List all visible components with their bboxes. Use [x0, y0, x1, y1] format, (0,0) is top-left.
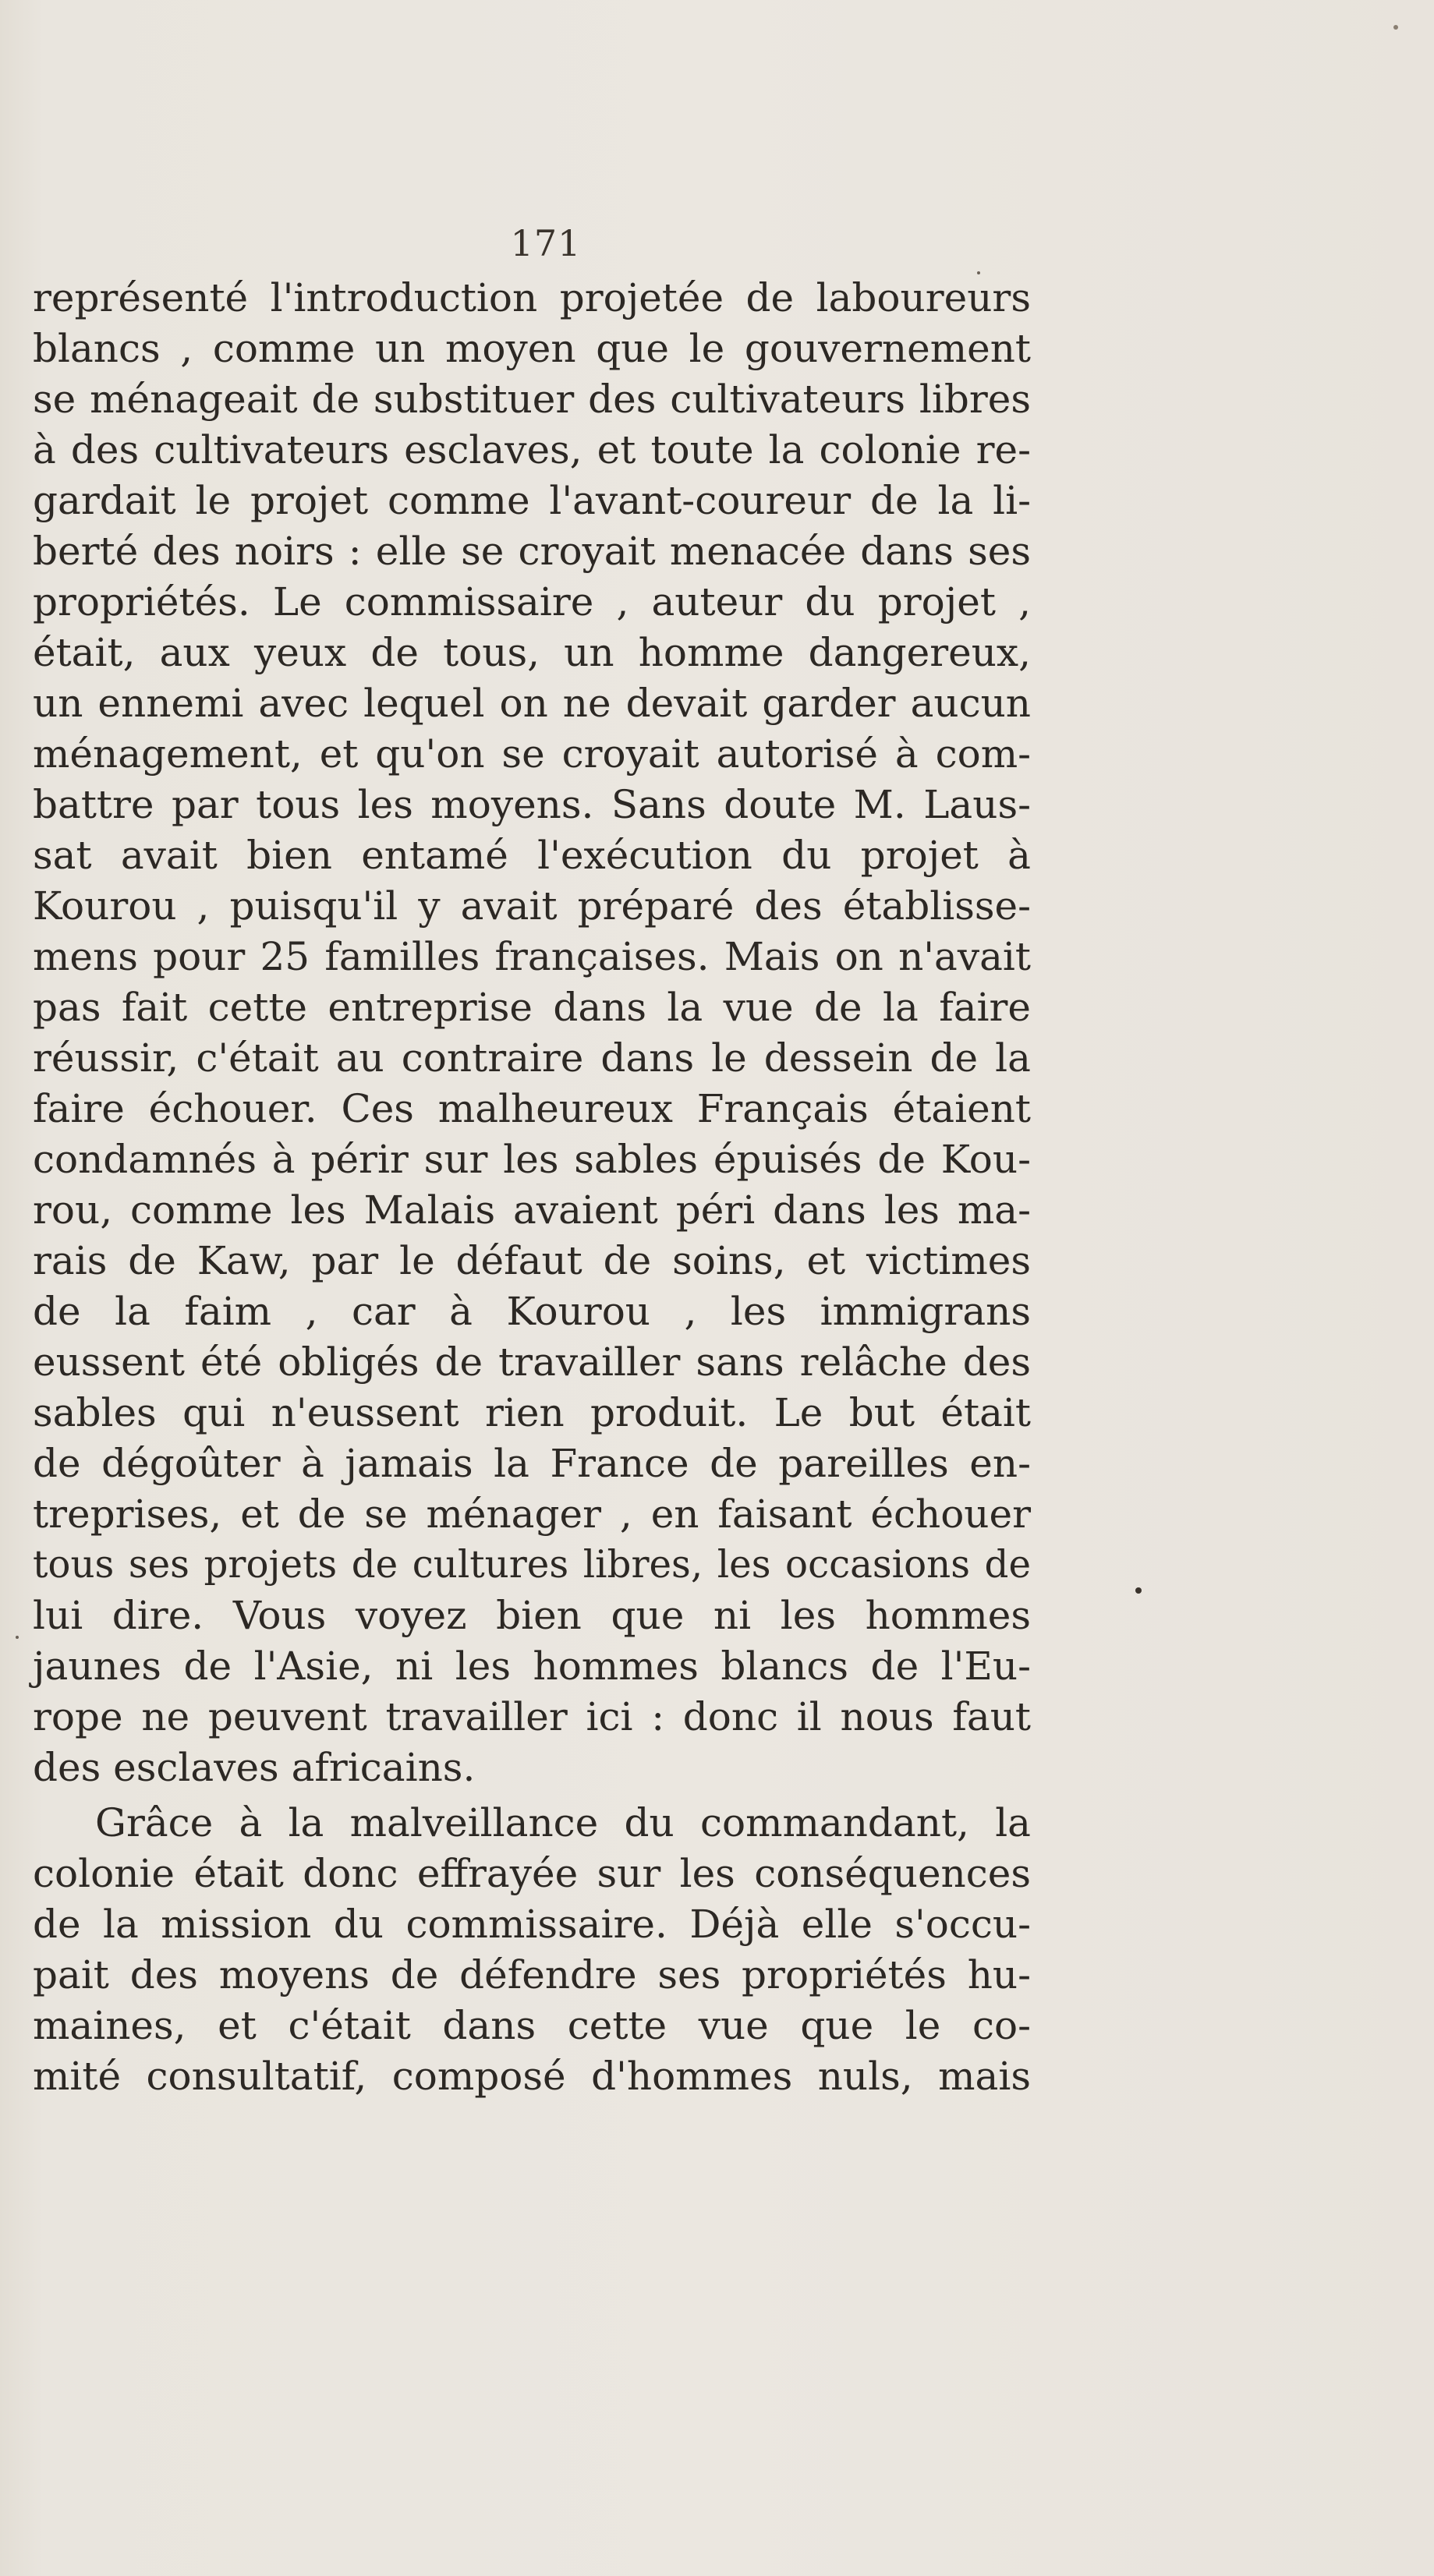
- text-line: rope ne peuvent travailler ici : donc il nous faut: [33, 1694, 1031, 1739]
- text-line: battre par tous les moyens. Sans doute M. Laus-: [33, 782, 1031, 827]
- text-line: pas fait cette entreprise dans la vue de la faire: [33, 985, 1031, 1030]
- text-line: ménagement, et qu'on se croyait autorisé à com-: [33, 731, 1031, 777]
- text-line: sat avait bien entamé l'exécution du projet à: [33, 833, 1031, 878]
- paragraph-2: [33, 1798, 1031, 2102]
- page-number: 171: [510, 222, 582, 264]
- body-text: [33, 273, 1031, 2102]
- text-line: jaunes de l'Asie, ni les hommes blancs de l'Eu-: [33, 1644, 1031, 1689]
- paragraph-1: [33, 273, 1031, 1793]
- text-line: était, aux yeux de tous, un homme dangereux,: [33, 630, 1031, 675]
- text-line: représenté l'introduction projetée de laboureurs: [33, 275, 1031, 320]
- text-line: gardait le projet comme l'avant-coureur de la li-: [33, 478, 1031, 523]
- text-line: de la faim , car à Kourou , les immigrans: [33, 1289, 1031, 1334]
- text-line: un ennemi avec lequel on ne devait garder aucun: [33, 681, 1031, 726]
- text-line: blancs , comme un moyen que le gouvernement: [33, 326, 1031, 371]
- text-line: de la mission du commissaire. Déjà elle s'occu-: [33, 1902, 1031, 1947]
- text-line: colonie était donc effrayée sur les conséquences: [33, 1851, 1031, 1896]
- text-line: mens pour 25 familles françaises. Mais on n'avait: [33, 934, 1031, 979]
- text-line: pait des moyens de défendre ses propriétés hu-: [33, 1952, 1031, 1997]
- text-line: réussir, c'était au contraire dans le dessein de la: [33, 1035, 1031, 1081]
- text-line: faire échouer. Ces malheureux Français étaient: [33, 1086, 1031, 1131]
- text-line: se ménageait de substituer des cultivateurs libres: [33, 377, 1031, 422]
- text-line: eussent été obligés de travailler sans relâche des: [33, 1339, 1031, 1385]
- text-line: propriétés. Le commissaire , auteur du projet ,: [33, 579, 1031, 625]
- text-line: rou, comme les Malais avaient péri dans les ma-: [33, 1187, 1031, 1233]
- text-line: treprises, et de se ménager , en faisant échouer: [33, 1491, 1031, 1537]
- text-line: de dégoûter à jamais la France de pareilles en-: [33, 1441, 1031, 1486]
- text-line: lui dire. Vous voyez bien que ni les hommes: [33, 1593, 1031, 1638]
- text-line: condamnés à périr sur les sables épuisés de Kou-: [33, 1137, 1031, 1182]
- text-line: berté des noirs : elle se croyait menacée dans ses: [33, 529, 1031, 574]
- text-line: tous ses projets de cultures libres, les occasions de: [33, 1543, 1031, 1587]
- text-line: maines, et c'était dans cette vue que le co-: [33, 2003, 1031, 2048]
- text-line: Kourou , puisqu'il y avait préparé des établisse-: [33, 883, 1031, 929]
- text-line: Grâce à la malveillance du commandant, la: [95, 1800, 1031, 1845]
- text-line: mité consultatif, composé d'hommes nuls, mais: [33, 2054, 1031, 2099]
- text-line: rais de Kaw, par le défaut de soins, et victimes: [33, 1238, 1031, 1283]
- text-line: à des cultivateurs esclaves, et toute la colonie re-: [33, 427, 1031, 472]
- text-line: sables qui n'eussent rien produit. Le but était: [33, 1390, 1031, 1435]
- text-line: des esclaves africains.: [33, 1745, 476, 1790]
